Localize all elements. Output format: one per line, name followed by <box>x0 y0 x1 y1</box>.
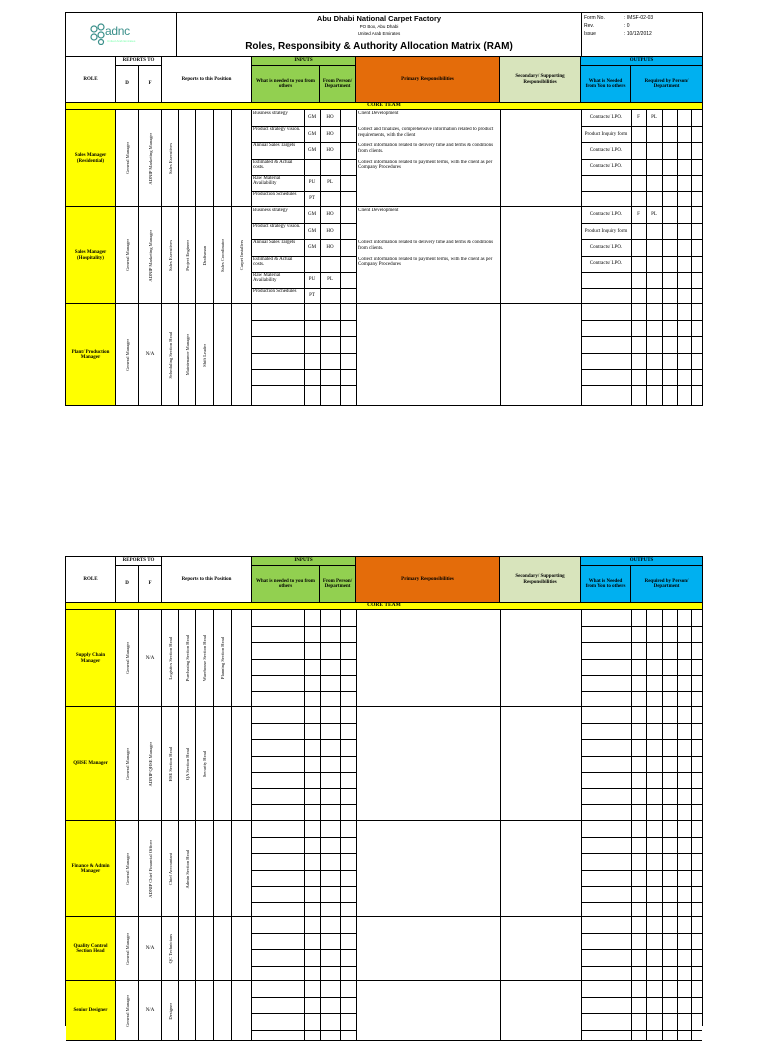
reports-position-cell <box>214 981 232 1041</box>
from-code-1: GM <box>307 228 317 234</box>
grid-line <box>581 353 702 354</box>
role-header: ROLE <box>66 57 116 103</box>
grid-line <box>252 675 356 676</box>
input-need-text: Business strategy <box>253 111 288 116</box>
reports-position-text: Project Engineer <box>184 240 190 271</box>
grid-line <box>252 659 356 660</box>
role-name-cell: Plant/ Production Manager <box>66 304 116 406</box>
functional-report-text: ADNIP Chief Financial Officer <box>147 840 153 898</box>
from-code-1: GM <box>307 147 317 153</box>
from-code-1: GM <box>307 244 317 250</box>
grid-line <box>252 788 356 789</box>
from-code-1: PU <box>308 180 316 186</box>
functional-report-cell <box>139 981 162 1041</box>
direct-report-cell <box>116 304 139 406</box>
company-logo <box>66 13 177 57</box>
core-team-band: CORE TEAM <box>66 603 702 610</box>
role-name-cell: Senior Designer <box>66 981 116 1041</box>
reports-position-cell <box>214 304 232 406</box>
from-code-2: HO <box>326 212 334 218</box>
from-code-2: HO <box>326 115 334 121</box>
primary-responsibility-text: Client Development <box>358 208 399 213</box>
column-line <box>646 981 647 1041</box>
core-team-band: CORE TEAM <box>66 103 702 110</box>
outputs-header: OUTPUTS <box>581 557 702 566</box>
output-need-text: Contracts/ LPO. <box>589 147 623 153</box>
role-name-cell: Supply Chain Manager <box>66 610 116 707</box>
grid-line <box>581 369 702 370</box>
grid-line <box>581 902 702 903</box>
reports-position-text: Planning Section Head <box>220 637 225 680</box>
grid-line <box>252 369 356 370</box>
reports-position-cell <box>179 981 196 1041</box>
grid-line <box>252 1013 356 1014</box>
grid-line <box>581 739 702 740</box>
grid-line <box>581 966 702 967</box>
grid-line <box>581 723 702 724</box>
direct-report-cell <box>116 110 139 207</box>
reports-position-cell <box>162 981 179 1041</box>
column-header <box>66 57 702 103</box>
grid-line <box>252 385 356 386</box>
what-to-needed-header: What is Needed from You to others <box>581 66 631 103</box>
direct-report-cell <box>116 207 139 304</box>
reports-position-cell <box>232 304 252 406</box>
from-code-2: PL <box>327 277 333 283</box>
primary-header: Primary Responsibilities <box>356 57 500 103</box>
reports-position-cell <box>162 207 179 304</box>
reports-position-text: Sales Coordinator <box>220 238 225 273</box>
primary-header: Primary Responsibilities <box>356 557 500 603</box>
reports-position-text: Sales Executives <box>167 240 173 271</box>
rev-value: : 0 <box>624 23 630 29</box>
grid-line <box>252 336 356 337</box>
f-header: F <box>139 566 162 603</box>
company-address-1: PO Box, Abu Dhabi <box>359 24 399 29</box>
column-line <box>500 981 501 1041</box>
column-line <box>356 981 357 1041</box>
reports-position-text: Admin Section Head <box>184 849 190 889</box>
input-need-text: Annual Sales Targets <box>253 240 296 246</box>
grid-line <box>581 804 702 805</box>
what-to-needed-header: What is Needed from You to others <box>581 566 631 603</box>
reports-position-cell <box>179 304 196 406</box>
reports-position-cell <box>179 917 196 981</box>
grid-line <box>581 691 702 692</box>
reports-position-cell <box>196 304 214 406</box>
grid-line <box>252 933 356 934</box>
from-code-1: GM <box>307 212 317 218</box>
reports-position-cell <box>162 110 179 207</box>
reports-to-position-header: Reports to this Position <box>162 57 252 103</box>
grid-line <box>581 385 702 386</box>
what-needed-header: What is needed to you from others <box>252 66 320 103</box>
reports-position-text: Shift Leader <box>202 343 207 367</box>
role-name-cell: Finance & Admin Manager <box>66 821 116 917</box>
role-name-cell: QHSE Manager <box>66 707 116 821</box>
grid-line <box>581 756 702 757</box>
role-name-cell: Quality Control Section Head <box>66 917 116 981</box>
grid-line <box>252 772 356 773</box>
reports-position-text: HSE Section Head <box>167 746 173 782</box>
functional-report-cell <box>139 707 162 821</box>
grid-line <box>581 870 702 871</box>
functional-report-text: N/A <box>145 352 155 358</box>
grid-line <box>581 191 702 192</box>
input-need-text: Business strategy <box>253 208 288 213</box>
functional-report-cell <box>139 917 162 981</box>
reports-position-text: Scheduling Section Head <box>167 331 173 379</box>
grid-line <box>252 739 356 740</box>
grid-line <box>252 853 356 854</box>
grid-line <box>252 642 356 643</box>
column-line <box>662 981 663 1041</box>
grid-line <box>581 933 702 934</box>
issue-label: Issue <box>584 31 596 37</box>
column-line <box>691 981 692 1041</box>
reports-position-cell <box>214 917 232 981</box>
reports-position-text: Security Head <box>202 750 207 778</box>
column-header <box>66 557 702 603</box>
input-need-text: Raw Material Availability <box>253 175 281 187</box>
direct-report-cell <box>116 917 139 981</box>
direct-report-text: General Manager <box>124 642 130 675</box>
direct-report-cell <box>116 610 139 707</box>
reports-position-cell <box>232 821 252 917</box>
from-code-1: PT <box>309 196 315 202</box>
from-code-2: HO <box>326 228 334 234</box>
primary-responsibility-text: Collect information related to payment terms, with the client as per Company Procedures <box>358 256 493 268</box>
reports-to-header: REPORTS TO <box>116 557 162 566</box>
reports-position-cell <box>162 610 179 707</box>
d-header: D <box>116 566 139 603</box>
grid-line <box>581 626 702 627</box>
secondary-header: Secondary/ Supporting Responsibilities <box>500 57 581 103</box>
direct-report-text: General Manager <box>124 142 130 175</box>
functional-report-cell <box>139 207 162 304</box>
block-bottom-line <box>66 405 702 406</box>
from-code-1: GM <box>307 131 317 137</box>
functional-report-text: ADNIP Marketing Manager <box>147 132 153 185</box>
direct-report-text: General Manager <box>124 994 130 1027</box>
required-by-code-1: F <box>637 115 640 121</box>
functional-report-cell <box>139 304 162 406</box>
reports-position-text: Logistics Section Head <box>167 637 173 680</box>
column-line <box>677 981 678 1041</box>
grid-line <box>252 691 356 692</box>
grid-line <box>252 353 356 354</box>
reports-position-cell <box>232 610 252 707</box>
input-need-text: Product strategy vision. <box>253 224 301 230</box>
reports-position-text: Carpet Installers <box>239 240 244 271</box>
logo-text: adnc <box>105 24 130 38</box>
column-line <box>356 610 357 707</box>
inputs-header: INPUTS <box>252 557 356 566</box>
matrix-body <box>66 603 702 1027</box>
document-title: Roles, Responsibity & Authority Allocation Matrix (RAM) <box>245 41 513 52</box>
reports-to-position-header: Reports to this Position <box>162 557 252 603</box>
grid-line <box>581 949 702 950</box>
ram-sheet-page-2 <box>65 556 703 1026</box>
rev-label: Rev. <box>584 23 594 29</box>
required-by-header: Required by Person/ Department <box>631 566 702 603</box>
grid-line <box>252 837 356 838</box>
column-line <box>631 981 632 1041</box>
required-by-code-2: PL <box>651 115 657 121</box>
column-line <box>304 981 305 1041</box>
functional-report-text: N/A <box>145 946 155 952</box>
grid-line <box>252 1030 356 1031</box>
reports-position-cell <box>162 304 179 406</box>
column-line <box>356 207 357 304</box>
reports-position-cell <box>162 917 179 981</box>
required-by-header: Required by Person/ Department <box>631 66 702 103</box>
grid-line <box>252 949 356 950</box>
grid-line <box>581 320 702 321</box>
direct-report-cell <box>116 707 139 821</box>
grid-line <box>252 804 356 805</box>
column-line <box>581 981 582 1041</box>
direct-report-text: General Manager <box>124 239 130 272</box>
reports-position-cell <box>232 110 252 207</box>
form-info <box>581 13 702 57</box>
role-name-cell: Sales Manager (Hospitality) <box>66 207 116 304</box>
grid-line <box>581 997 702 998</box>
input-need-text: Raw Material Availability <box>253 272 281 284</box>
output-need-text: Contracts/ LPO. <box>589 244 623 250</box>
column-line <box>356 707 357 821</box>
reports-position-cell <box>179 821 196 917</box>
grid-line <box>252 902 356 903</box>
input-need-text: Product strategy vision. <box>253 127 301 133</box>
what-needed-header: What is needed to you from others <box>252 566 320 603</box>
grid-line <box>581 659 702 660</box>
company-address-2: United Arab Emirates <box>357 31 401 36</box>
grid-line <box>581 853 702 854</box>
d-header: D <box>116 66 139 103</box>
reports-position-cell <box>196 207 214 304</box>
grid-line <box>581 886 702 887</box>
functional-report-text: N/A <box>145 1008 155 1014</box>
ram-sheet-page-1 <box>65 12 703 406</box>
reports-to-header: REPORTS TO <box>116 57 162 66</box>
form-no-value: : IMSF-02-03 <box>624 15 654 21</box>
output-need-text: Contracts/ LPO. <box>589 260 623 266</box>
direct-report-text: General Manager <box>124 852 130 885</box>
grid-line <box>252 870 356 871</box>
grid-line <box>581 642 702 643</box>
from-code-1: PU <box>308 277 316 283</box>
reports-position-cell <box>232 917 252 981</box>
reports-position-cell <box>196 110 214 207</box>
grid-line <box>581 288 702 289</box>
from-code-2: HO <box>326 147 334 153</box>
functional-report-cell <box>139 821 162 917</box>
column-line <box>500 304 501 406</box>
reports-position-text: Warehouse Section Head <box>202 635 207 682</box>
output-need-text: Product Inquiry form <box>584 131 628 137</box>
title-block <box>66 13 702 57</box>
column-line <box>340 981 341 1041</box>
required-by-code-2: PL <box>651 212 657 218</box>
grid-line <box>581 175 702 176</box>
column-line <box>356 304 357 406</box>
input-need-text: Estimated & Actual costs. <box>253 159 293 171</box>
grid-line <box>581 1013 702 1014</box>
issue-value: : 10/12/2012 <box>624 31 652 37</box>
inputs-header: INPUTS <box>252 57 356 66</box>
from-person-header: From Person/ Department <box>320 566 356 603</box>
grid-line <box>252 756 356 757</box>
from-code-1: GM <box>307 115 317 121</box>
column-line <box>500 207 501 304</box>
direct-report-text: General Manager <box>124 932 130 965</box>
reports-position-cell <box>179 707 196 821</box>
reports-position-cell <box>196 610 214 707</box>
grid-line <box>581 272 702 273</box>
functional-report-text: ADNIP Marketing Manager <box>147 229 153 282</box>
reports-position-cell <box>214 207 232 304</box>
grid-line <box>581 675 702 676</box>
reports-position-cell <box>179 610 196 707</box>
input-need-text: Production Schedules <box>253 289 297 294</box>
column-line <box>500 610 501 707</box>
reports-position-cell <box>179 207 196 304</box>
output-need-text: Contracts/ LPO. <box>589 115 623 121</box>
from-code-1: PT <box>309 293 315 299</box>
grid-line <box>581 837 702 838</box>
grid-line <box>252 626 356 627</box>
grid-line <box>581 788 702 789</box>
functional-report-text: N/A <box>145 655 155 661</box>
reports-position-text: Sales Executives <box>167 143 173 174</box>
output-need-text: Contracts/ LPO. <box>589 163 623 169</box>
matrix-body <box>66 103 702 405</box>
reports-position-text: Designer <box>167 1002 173 1020</box>
grid-line <box>252 966 356 967</box>
reports-position-text: Maintenance Manager <box>184 334 190 376</box>
reports-position-cell <box>214 110 232 207</box>
functional-report-cell <box>139 110 162 207</box>
company-name: Abu Dhabi National Carpet Factory <box>316 14 442 23</box>
column-line <box>320 981 321 1041</box>
column-line <box>356 821 357 917</box>
role-name-cell: Sales Manager (Residential) <box>66 110 116 207</box>
reports-position-text: Purchasing Section Head <box>184 635 190 682</box>
primary-responsibility-text: Collect and finalizes, comprehensive information related to product requirements, with the client <box>358 127 494 138</box>
column-line <box>500 110 501 207</box>
grid-line <box>581 772 702 773</box>
from-person-header: From Person/ Department <box>320 66 356 103</box>
reports-position-cell <box>196 981 214 1041</box>
column-line <box>500 917 501 981</box>
direct-report-cell <box>116 821 139 917</box>
reports-position-cell <box>179 110 196 207</box>
grid-line <box>252 320 356 321</box>
reports-position-cell <box>214 821 232 917</box>
grid-line <box>252 997 356 998</box>
reports-position-cell <box>214 707 232 821</box>
reports-position-text: QA Section Head <box>184 747 190 781</box>
grid-line <box>252 723 356 724</box>
column-line <box>356 110 357 207</box>
reports-position-cell <box>162 707 179 821</box>
required-by-code-1: F <box>637 212 640 218</box>
reports-position-text: Draftsman <box>202 245 207 266</box>
f-header: F <box>139 66 162 103</box>
reports-position-cell <box>196 917 214 981</box>
reports-position-text: QC Technicians <box>167 934 173 964</box>
reports-position-cell <box>232 707 252 821</box>
reports-position-cell <box>232 207 252 304</box>
from-code-2: PL <box>327 180 333 186</box>
output-need-text: Product Inquiry form <box>584 228 628 234</box>
reports-position-cell <box>214 610 232 707</box>
direct-report-text: General Manager <box>124 338 130 371</box>
grid-line <box>252 886 356 887</box>
direct-report-text: General Manager <box>124 747 130 780</box>
primary-responsibility-text: Client Development <box>358 111 399 116</box>
output-need-text: Contracts/ LPO. <box>589 212 623 218</box>
column-line <box>500 707 501 821</box>
from-code-2: HO <box>326 131 334 137</box>
input-need-text: Annual Sales Targets <box>253 143 296 149</box>
from-code-2: HO <box>326 244 334 250</box>
primary-responsibility-text: Collect information related to delivery time and terms & conditions from clients. <box>358 143 494 154</box>
column-line <box>500 821 501 917</box>
reports-position-text: Chief Accountant <box>167 852 173 886</box>
reports-position-cell <box>232 981 252 1041</box>
reports-position-cell <box>162 821 179 917</box>
grid-line <box>581 336 702 337</box>
direct-report-cell <box>116 981 139 1041</box>
functional-report-text: ADNIP QHSE Manager <box>147 741 153 787</box>
grid-line <box>581 1030 702 1031</box>
outputs-header: OUTPUTS <box>581 57 702 66</box>
primary-responsibility-text: Collect information related to payment terms, with the client as per Company Procedures <box>358 159 493 171</box>
form-no-label: Form No. <box>584 15 605 21</box>
logo-subtext: United Arab Emirates <box>107 39 136 43</box>
column-line <box>356 917 357 981</box>
role-header: ROLE <box>66 557 116 603</box>
secondary-header: Secondary/ Supporting Responsibilities <box>500 557 581 603</box>
functional-report-cell <box>139 610 162 707</box>
reports-position-cell <box>196 707 214 821</box>
input-need-text: Production Schedules <box>253 192 297 197</box>
input-need-text: Estimated & Actual costs. <box>253 256 293 268</box>
primary-responsibility-text: Collect information related to delivery time and terms & conditions from clients. <box>358 240 494 251</box>
reports-position-cell <box>196 821 214 917</box>
